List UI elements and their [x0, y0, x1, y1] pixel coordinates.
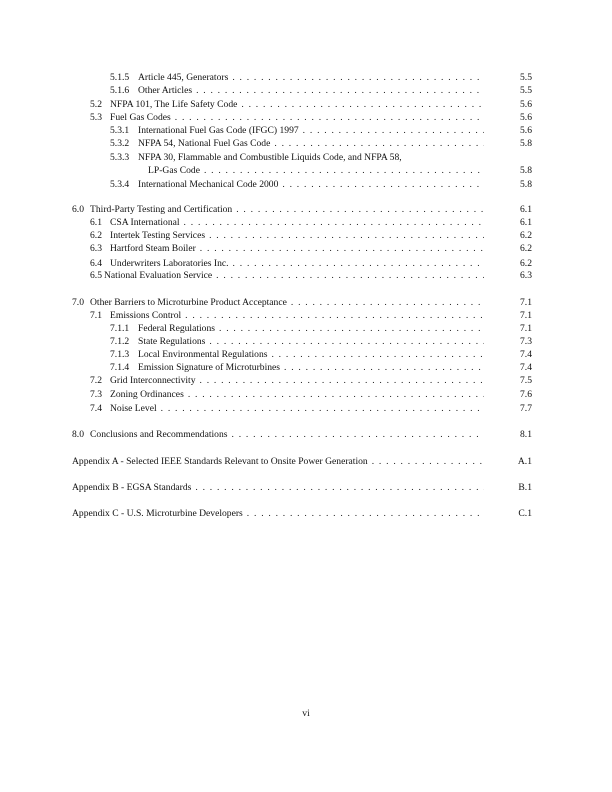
toc-title: Other Articles: [138, 84, 196, 97]
dot-leader: [274, 137, 484, 150]
toc-title: International Fuel Gas Code (IFGC) 1997: [138, 124, 303, 137]
toc-title: National Evaluation Service: [104, 269, 216, 282]
dot-leader: [209, 335, 484, 348]
toc-entry: [72, 322, 532, 335]
toc-number: 7.2: [90, 375, 102, 386]
toc-title: Intertek Testing Services: [110, 229, 209, 242]
toc-page: 7.1: [520, 297, 532, 308]
toc-page: 7.1: [520, 310, 532, 321]
toc-title: Zoning Ordinances: [110, 388, 188, 401]
toc-page: B.1: [518, 482, 532, 493]
toc-number: 7.4: [90, 403, 102, 414]
toc-number: 6.3: [90, 243, 102, 254]
toc-entry-appendix: [72, 455, 532, 468]
toc-entry: [72, 203, 532, 216]
toc-page: 5.6: [520, 125, 532, 136]
toc-title: Third-Party Testing and Certification: [90, 203, 236, 216]
toc-entry: [72, 71, 532, 84]
toc-number: 7.1.3: [110, 349, 130, 360]
toc-title: Article 445, Generators: [138, 71, 232, 84]
toc-number: 5.1.6: [110, 85, 130, 96]
toc-number: 7.1: [90, 310, 102, 321]
toc-number: 8.0: [72, 429, 84, 440]
toc-entry: [72, 242, 532, 255]
toc-title: NFPA 54, National Fuel Gas Code: [138, 137, 274, 150]
toc-page: 6.3: [520, 270, 532, 281]
dot-leader: [282, 178, 484, 191]
toc-entry: [72, 229, 532, 242]
dot-leader: [303, 124, 484, 137]
dot-leader: [219, 322, 484, 335]
toc-page: A.1: [517, 456, 532, 467]
toc-page: 5.8: [520, 165, 532, 176]
toc-entry: [72, 124, 532, 137]
toc-title: CSA International: [110, 216, 184, 229]
toc-title: Grid Interconnectivity: [110, 374, 200, 387]
dot-leader: [195, 481, 484, 494]
toc-entry: [72, 178, 532, 191]
toc-number: 5.3.2: [110, 138, 130, 149]
toc-title: NFPA 101, The Life Safety Code: [110, 98, 241, 111]
toc-page: 7.4: [520, 349, 532, 360]
toc-entry: [72, 137, 532, 150]
toc-entry: [72, 98, 532, 111]
toc-number: 7.1.4: [110, 362, 130, 373]
toc-title: Noise Level: [110, 402, 161, 415]
dot-leader: [271, 348, 484, 361]
toc-page: 6.1: [520, 217, 532, 228]
toc-page: 7.1: [520, 323, 532, 334]
toc-title: Emission Signature of Microturbines: [138, 361, 284, 374]
dot-leader: [236, 203, 484, 216]
toc-number: 6.5: [90, 270, 102, 281]
dot-leader: [209, 229, 484, 242]
dot-leader: [200, 374, 484, 387]
toc-entry: [72, 388, 532, 401]
toc-entry: [72, 309, 532, 322]
toc-title: Other Barriers to Microturbine Product Acceptance: [90, 296, 291, 309]
toc-entry: [72, 428, 532, 441]
toc-page: 7.4: [520, 362, 532, 373]
toc-number: 5.3.1: [110, 125, 130, 136]
toc-page: 6.2: [520, 258, 532, 269]
toc-page: 7.6: [520, 389, 532, 400]
toc-entry-appendix: [72, 481, 532, 494]
toc-page: 5.8: [520, 179, 532, 190]
toc-number: 5.1.5: [110, 72, 130, 83]
toc-title: Appendix A - Selected IEEE Standards Relevant to Onsite Power Generation: [72, 455, 372, 468]
toc-entry: [72, 374, 532, 387]
toc-title: Local Environmental Regulations: [138, 348, 271, 361]
toc-title: Appendix B - EGSA Standards: [72, 481, 195, 494]
toc-entry: [72, 361, 532, 374]
dot-leader: [284, 361, 484, 374]
toc-entry-appendix: [72, 507, 532, 520]
toc-page: 7.7: [520, 403, 532, 414]
toc-number: 7.1.1: [110, 323, 130, 334]
toc-title: Hartford Steam Boiler: [110, 242, 200, 255]
dot-leader: [184, 216, 484, 229]
toc-number: 7.3: [90, 389, 102, 400]
toc-number: 5.3.3: [110, 152, 130, 163]
toc-number: 6.0: [72, 204, 84, 215]
dot-leader: [175, 111, 484, 124]
dot-leader: [161, 402, 484, 415]
toc-title: NFPA 30, Flammable and Combustible Liquids Code, and NFPA 58,: [138, 152, 402, 163]
toc-entry: [72, 111, 532, 124]
toc-title: Emissions Control: [110, 309, 185, 322]
toc-title: Fuel Gas Codes: [110, 111, 175, 124]
toc-number: 5.2: [90, 99, 102, 110]
toc-entry: [72, 151, 532, 164]
toc-number: 5.3: [90, 112, 102, 123]
toc-title: International Mechanical Code 2000: [138, 178, 282, 191]
toc-number: 5.3.4: [110, 179, 130, 190]
toc-page: 7.5: [520, 375, 532, 386]
toc-number: 6.4: [90, 258, 102, 269]
toc-page: 5.5: [520, 85, 532, 96]
toc-title: State Regulations: [138, 335, 209, 348]
toc-page: C.1: [518, 508, 532, 519]
toc-entry: [72, 348, 532, 361]
dot-leader: [196, 84, 484, 97]
dot-leader: [247, 507, 484, 520]
toc-number: 7.1.2: [110, 336, 130, 347]
toc-page: 8.1: [520, 429, 532, 440]
toc-entry: [72, 216, 532, 229]
toc-title: Appendix C - U.S. Microturbine Developers: [72, 507, 247, 520]
toc-page: 5.5: [520, 72, 532, 83]
toc-number: 6.2: [90, 230, 102, 241]
toc-page: 6.2: [520, 243, 532, 254]
toc-page: 6.1: [520, 204, 532, 215]
toc-entry: [72, 84, 532, 97]
toc-entry: [72, 335, 532, 348]
dot-leader: [232, 428, 485, 441]
toc-number: 6.1: [90, 217, 102, 228]
page-number: vi: [302, 708, 310, 719]
toc-entry: [72, 402, 532, 415]
toc-title-continued: LP-Gas Code: [148, 164, 204, 177]
toc-title: Federal Regulations: [138, 322, 219, 335]
toc-page: 5.8: [520, 138, 532, 149]
dot-leader: [291, 296, 484, 309]
dot-leader: [216, 269, 484, 282]
dot-leader: [241, 98, 484, 111]
toc-title: Underwriters Laboratories Inc.: [110, 257, 233, 270]
toc-title: Conclusions and Recommendations: [90, 428, 232, 441]
dot-leader: [232, 71, 484, 84]
toc-page: 6.2: [520, 230, 532, 241]
toc-page: 5.6: [520, 112, 532, 123]
dot-leader: [372, 455, 484, 468]
toc-number: 7.0: [72, 297, 84, 308]
dot-leader: [200, 242, 484, 255]
toc-entry: [72, 296, 532, 309]
dot-leader: [204, 164, 484, 177]
toc-page: 5.6: [520, 99, 532, 110]
toc-entry: [72, 269, 532, 282]
toc-entry-continuation: [72, 164, 532, 177]
dot-leader: [185, 309, 484, 322]
dot-leader: [188, 388, 484, 401]
toc-page: 7.3: [520, 336, 532, 347]
